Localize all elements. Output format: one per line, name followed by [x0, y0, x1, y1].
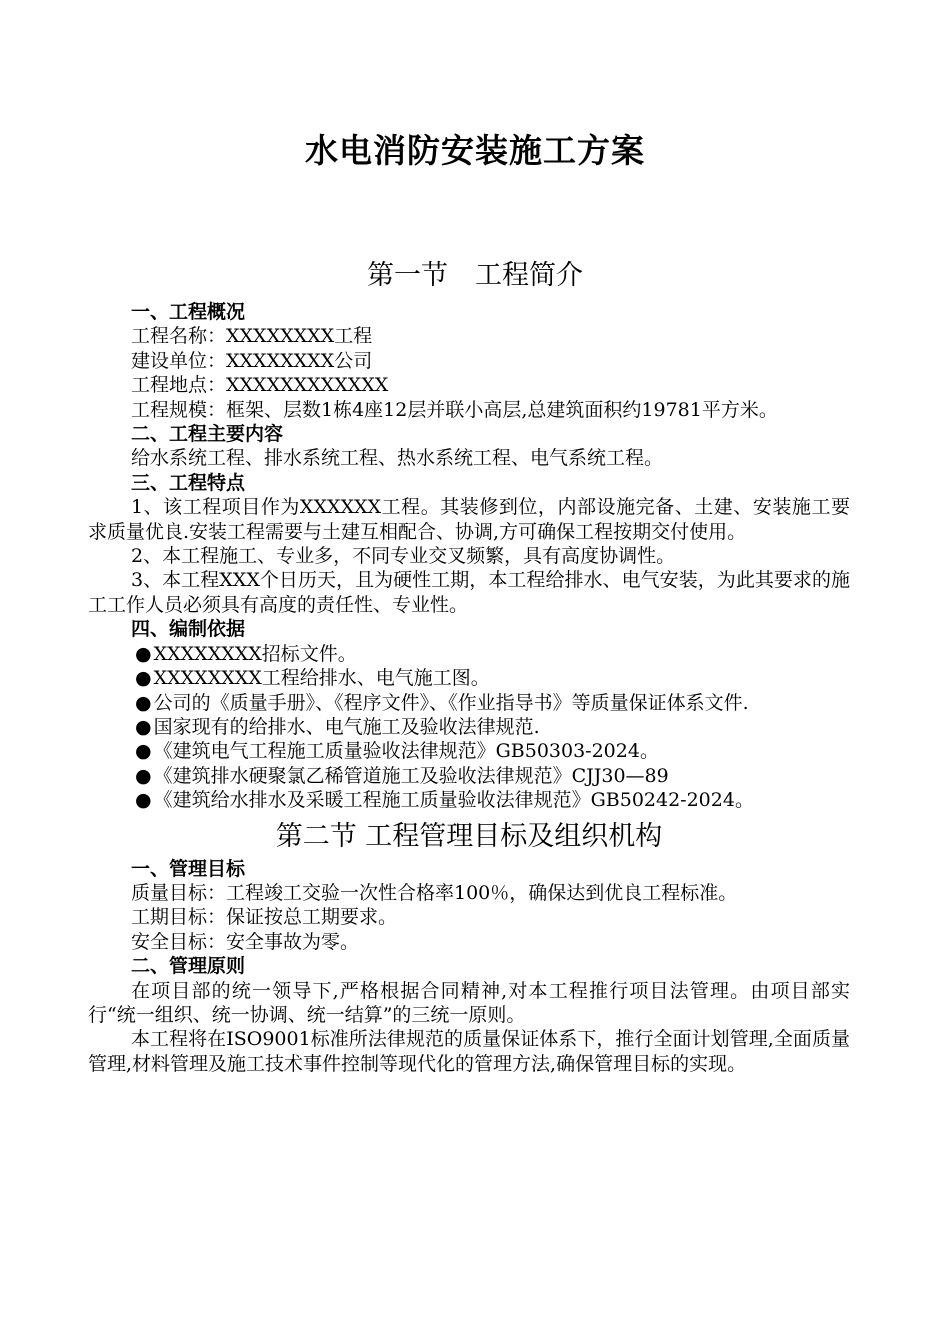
features-heading: 三、工程特点 — [131, 471, 246, 494]
principle-paragraph: 在项目部的统一领导下,严格根据合同精神,对本工程推行项目法管理。由项目部实行“统一组织、统一协调、统一结算”的三统一原则。 — [88, 979, 850, 1026]
bullet-icon: ● — [135, 764, 152, 787]
basis-list-item: ● XXXXXXXX招标文件。 — [135, 642, 357, 665]
bullet-icon: ● — [135, 715, 152, 738]
main-content-heading: 二、工程主要内容 — [131, 423, 284, 446]
goals-heading: 一、管理目标 — [131, 857, 246, 880]
basis-list-item: ● XXXXXXXX工程给排水、电气施工图。 — [135, 667, 490, 690]
quality-goal: 质量目标：工程竣工交验一次性合格率100％，确保达到优良工程标准。 — [131, 881, 738, 904]
basis-list-item: ● 《建筑电气工程施工质量验收法律规范》GB50303-2024。 — [135, 740, 659, 763]
principles-heading: 二、管理原则 — [131, 955, 246, 978]
builder-unit: 建设单位：XXXXXXXX公司 — [131, 349, 373, 372]
document-title: 水电消防安装施工方案 — [305, 131, 645, 170]
principle-paragraph: 本工程将在ISO9001标准所法律规范的质量保证体系下，推行全面计划管理,全面质量管理,材料管理及施工技术事件控制等现代化的管理方法,确保管理目标的实现。 — [88, 1028, 850, 1075]
basis-list-item: ● 《建筑给水排水及采暖工程施工质量验收法律规范》GB50242-2024。 — [135, 789, 754, 812]
project-name: 工程名称：XXXXXXXX工程 — [131, 325, 373, 348]
section2-heading: 第二节 工程管理目标及组织机构 — [275, 820, 663, 852]
bullet-icon: ● — [135, 740, 152, 763]
project-scale: 工程规模：框架、层数1栋4座12层并联小高层,总建筑面积约19781平方米。 — [131, 398, 778, 421]
bullet-icon: ● — [135, 667, 152, 690]
basis-list-item: ● 公司的《质量手册》、《程序文件》、《作业指导书》等质量保证体系文件. — [135, 691, 749, 714]
basis-heading: 四、编制依据 — [131, 618, 246, 641]
document-body — [88, 300, 850, 1076]
basis-list-item: ● 国家现有的给排水、电气施工及验收法律规范. — [135, 715, 540, 738]
bullet-icon: ● — [135, 691, 152, 714]
bullet-icon: ● — [135, 642, 152, 665]
section1-heading: 第一节 工程简介 — [367, 260, 583, 291]
overview-heading: 一、工程概况 — [131, 301, 246, 323]
schedule-goal: 工期目标：保证按总工期要求。 — [131, 906, 398, 929]
feature-item: 3、本工程XXX个日历天，且为硬性工期，本工程给排水、电气安装，为此其要求的施工工作人员必须具有高度的责任性、专业性。 — [88, 569, 850, 616]
safety-goal: 安全目标：安全事故为零。 — [131, 930, 360, 953]
bullet-icon: ● — [135, 789, 152, 812]
feature-item: 2、本工程施工、专业多，不同专业交叉频繁，具有高度协调性。 — [131, 545, 676, 568]
main-content-text: 给水系统工程、排水系统工程、热水系统工程、电气系统工程。 — [131, 447, 664, 470]
basis-list-item: ● 《建筑排水硬聚氯乙稀管道施工及验收法律规范》CJJ30—89 — [135, 764, 669, 787]
feature-item: 1、该工程项目作为XXXXXX工程。其装修到位，内部设施完备、土建、安装施工要求质量优良.安装工程需要与土建互相配合、协调,方可确保工程按期交付使用。 — [88, 496, 850, 543]
project-location: 工程地点：XXXXXXXXXXXX — [131, 374, 389, 397]
